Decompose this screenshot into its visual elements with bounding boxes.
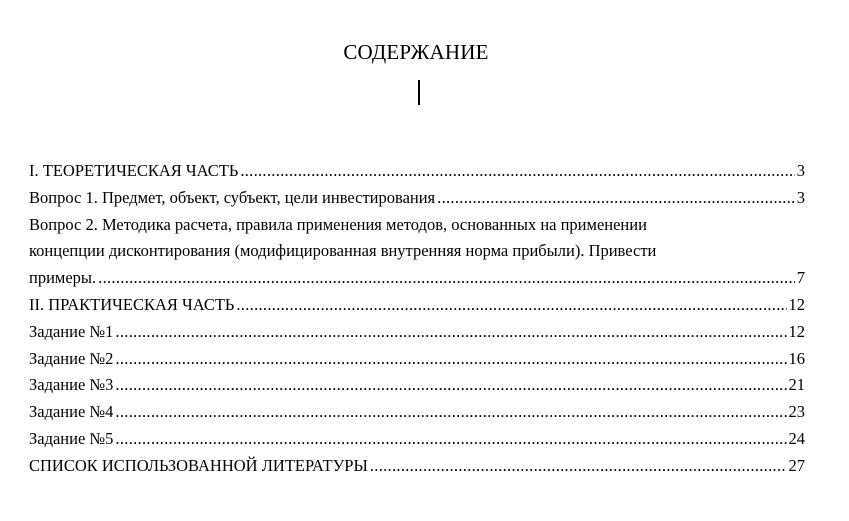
toc-leader-dots <box>240 158 794 185</box>
toc-page-number: 16 <box>788 348 805 368</box>
table-of-contents <box>29 158 805 480</box>
toc-entry-title: СПИСОК ИСПОЛЬЗОВАННОЙ ЛИТЕРАТУРЫ <box>29 455 368 475</box>
toc-leader-dots <box>370 453 787 480</box>
toc-leader-dots <box>437 185 795 212</box>
toc-entry[interactable] <box>29 292 805 319</box>
toc-entry-title: I. ТЕОРЕТИЧЕСКАЯ ЧАСТЬ <box>29 161 239 180</box>
toc-page-number: 23 <box>788 402 805 422</box>
toc-page-number: 3 <box>796 187 805 207</box>
toc-entry[interactable] <box>29 212 805 292</box>
toc-entry-title: Задание №3 <box>29 375 114 395</box>
toc-leader-dots <box>115 319 786 346</box>
toc-entry-line: концепции дисконтирования (модифицированная внутренняя норма прибыли). Привести <box>29 241 657 261</box>
toc-entry-title: Вопрос 1. Предмет, объект, субъект, цели инвестирования <box>29 187 436 207</box>
toc-entry-title: Задание №2 <box>29 348 114 368</box>
toc-entry-title: Задание №5 <box>29 428 114 448</box>
toc-entry[interactable] <box>29 346 805 373</box>
toc-entry-title: примеры. <box>29 268 97 288</box>
toc-entry[interactable] <box>29 319 805 346</box>
toc-leader-dots <box>115 426 786 453</box>
toc-page-number: 21 <box>788 375 805 395</box>
toc-entry[interactable] <box>29 453 805 480</box>
toc-entry[interactable] <box>29 185 805 212</box>
toc-entry-title: Задание №4 <box>29 402 114 422</box>
toc-entry[interactable] <box>29 158 805 185</box>
toc-page-number: 12 <box>788 321 805 341</box>
toc-entry[interactable] <box>29 372 805 399</box>
toc-page-number: 7 <box>796 268 805 288</box>
toc-page-number: 24 <box>788 428 805 448</box>
toc-leader-dots <box>236 292 786 319</box>
toc-heading: СОДЕРЖАНИЕ <box>343 40 489 64</box>
toc-leader-dots <box>115 399 786 426</box>
toc-leader-dots <box>98 265 795 292</box>
toc-leader-dots <box>115 372 786 399</box>
toc-page-number: 3 <box>796 161 805 180</box>
toc-leader-dots <box>115 346 786 373</box>
text-cursor <box>418 80 420 105</box>
toc-page-number: 27 <box>788 455 805 475</box>
toc-page-number: 12 <box>788 294 805 314</box>
toc-entry[interactable] <box>29 426 805 453</box>
toc-entry[interactable] <box>29 399 805 426</box>
toc-entry-title: Задание №1 <box>29 321 114 341</box>
toc-entry-title: II. ПРАКТИЧЕСКАЯ ЧАСТЬ <box>29 294 235 314</box>
toc-entry-line: Вопрос 2. Методика расчета, правила применения методов, основанных на применении <box>29 214 647 234</box>
